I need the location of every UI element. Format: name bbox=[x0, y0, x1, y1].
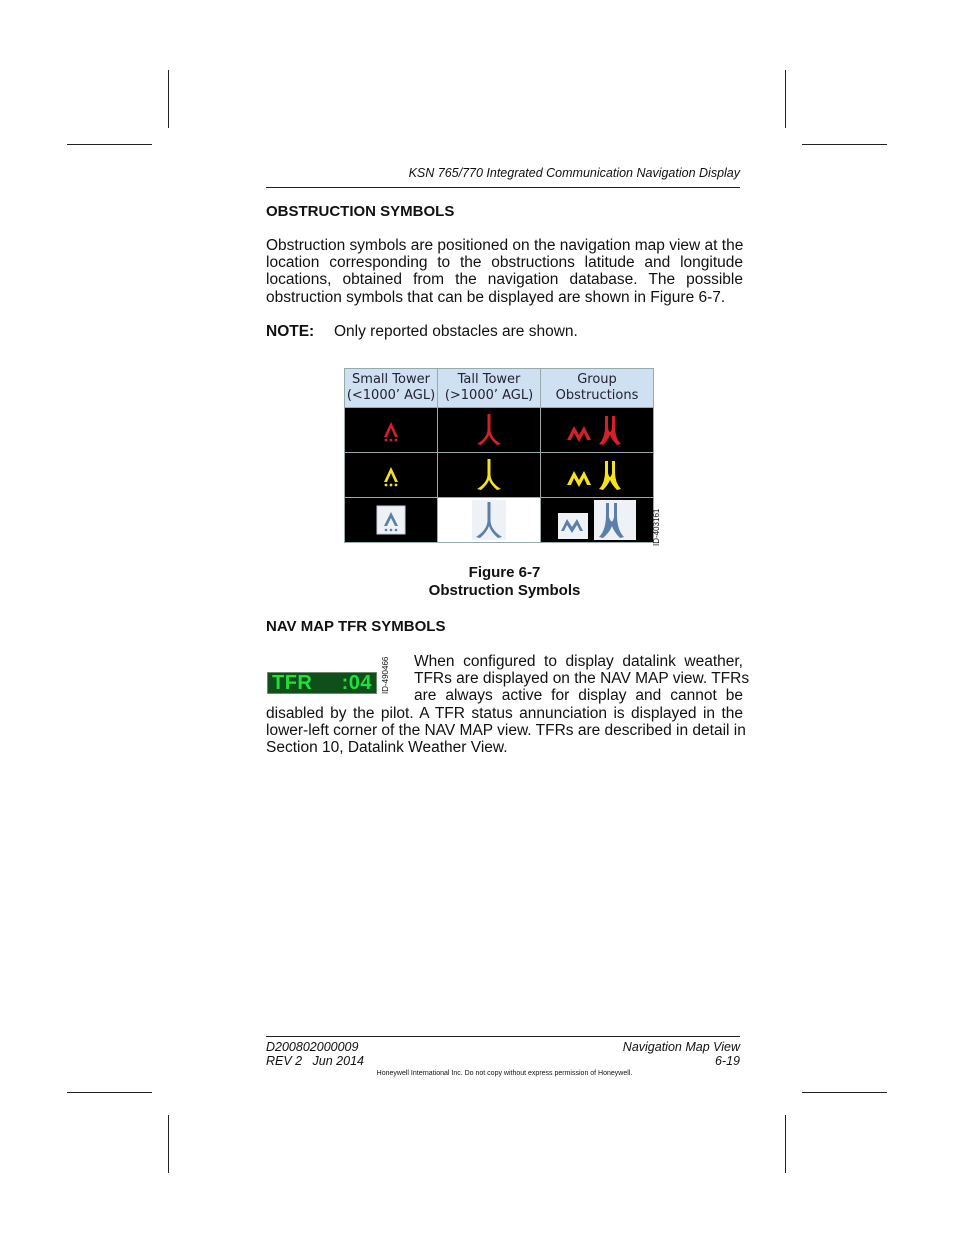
figure-caption bbox=[266, 564, 743, 599]
small-tower-icon bbox=[380, 462, 402, 488]
small-tower-cell bbox=[345, 453, 438, 498]
column-header-line: (>1000’ AGL) bbox=[444, 388, 534, 403]
group-obstructions-cell bbox=[541, 498, 654, 543]
obstruction-paragraph bbox=[266, 237, 743, 306]
small-tower-icon bbox=[376, 505, 406, 535]
symbol-row-red bbox=[345, 408, 654, 453]
symbol-table bbox=[344, 368, 654, 543]
column-header-small-tower bbox=[345, 369, 438, 408]
tfr-badge-label: TFR bbox=[272, 671, 313, 694]
tall-tower-icon bbox=[474, 457, 504, 493]
tall-tower-icon bbox=[474, 412, 504, 448]
tfr-badge-count: :04 bbox=[341, 671, 372, 694]
column-header-line: (<1000’ AGL) bbox=[346, 388, 436, 403]
tfr-paragraph-full bbox=[266, 705, 746, 757]
crop-mark bbox=[168, 1115, 169, 1173]
running-header: KSN 765/770 Integrated Communication Navigation Display bbox=[408, 166, 740, 180]
crop-mark bbox=[785, 70, 786, 128]
footer-left bbox=[266, 1040, 364, 1068]
copyright-notice: Honeywell International Inc. Do not copy without express permission of Honeywell. bbox=[376, 1070, 633, 1077]
figure-id: ID-403161 bbox=[652, 508, 661, 546]
column-header-group bbox=[541, 369, 654, 408]
paragraph-line: Obstruction symbols are positioned on the navigation map view at the bbox=[266, 237, 744, 254]
crop-mark bbox=[802, 1092, 887, 1093]
header-rule bbox=[266, 187, 740, 188]
page-number: 6-19 bbox=[714, 1054, 740, 1068]
tfr-paragraph-wrapped bbox=[414, 653, 750, 705]
column-header-tall-tower bbox=[438, 369, 541, 408]
tall-tower-cell bbox=[438, 453, 541, 498]
figure-number: Figure 6-7 bbox=[468, 564, 541, 581]
crop-mark bbox=[168, 70, 169, 128]
figure-title: Obstruction Symbols bbox=[428, 581, 581, 599]
crop-mark bbox=[67, 1092, 152, 1093]
group-obstruction-icon bbox=[565, 412, 629, 448]
paragraph-line: TFRs are displayed on the NAV MAP view. TFRs bbox=[414, 670, 750, 688]
footer-right bbox=[623, 1040, 740, 1068]
group-obstructions-cell bbox=[541, 408, 654, 453]
column-header-line: Group bbox=[577, 372, 617, 387]
footer-rule bbox=[266, 1036, 740, 1037]
paragraph-line: When configured to display datalink weather, bbox=[414, 653, 743, 670]
paragraph-line: are always active for display and cannot be bbox=[414, 687, 743, 705]
paragraph-line: location corresponding to the obstructions latitude and longitude bbox=[266, 254, 743, 272]
obstruction-symbols-figure bbox=[344, 368, 654, 549]
column-header-line: Obstructions bbox=[555, 388, 639, 403]
group-obstructions-cell bbox=[541, 453, 654, 498]
tfr-heading: NAV MAP TFR SYMBOLS bbox=[266, 618, 446, 635]
paragraph-line: disabled by the pilot. A TFR status annunciation is displayed in the bbox=[266, 705, 743, 722]
crop-mark bbox=[802, 144, 887, 145]
group-obstruction-icon bbox=[556, 499, 638, 541]
doc-number: D200802000009 bbox=[266, 1040, 359, 1054]
obstruction-heading: OBSTRUCTION SYMBOLS bbox=[266, 203, 455, 220]
note-text: Only reported obstacles are shown. bbox=[334, 323, 578, 340]
note bbox=[266, 323, 578, 341]
symbol-row-yellow bbox=[345, 453, 654, 498]
symbol-row-blue bbox=[345, 498, 654, 543]
paragraph-line: Section 10, Datalink Weather View. bbox=[266, 739, 508, 757]
note-label: NOTE: bbox=[266, 323, 315, 340]
section-name: Navigation Map View bbox=[622, 1040, 740, 1054]
tall-tower-cell bbox=[438, 408, 541, 453]
paragraph-line: obstruction symbols that can be displayed are shown in Figure 6-7. bbox=[266, 288, 726, 306]
small-tower-cell bbox=[345, 498, 438, 543]
tall-tower-cell bbox=[438, 498, 541, 543]
group-obstruction-icon bbox=[565, 457, 629, 493]
tfr-status-badge bbox=[267, 672, 377, 694]
column-header-line: Small Tower bbox=[352, 372, 430, 387]
column-header-line: Tall Tower bbox=[457, 372, 521, 387]
revision: REV 2 Jun 2014 bbox=[266, 1054, 364, 1068]
small-tower-icon bbox=[380, 417, 402, 443]
small-tower-cell bbox=[345, 408, 438, 453]
tall-tower-icon bbox=[471, 499, 507, 541]
paragraph-line: locations, obtained from the navigation database. The possible bbox=[266, 271, 743, 289]
crop-mark bbox=[785, 1115, 786, 1173]
tfr-figure-id: ID-490466 bbox=[381, 656, 390, 694]
crop-mark bbox=[67, 144, 152, 145]
paragraph-line: lower-left corner of the NAV MAP view. TFRs are described in detail in bbox=[266, 722, 746, 740]
